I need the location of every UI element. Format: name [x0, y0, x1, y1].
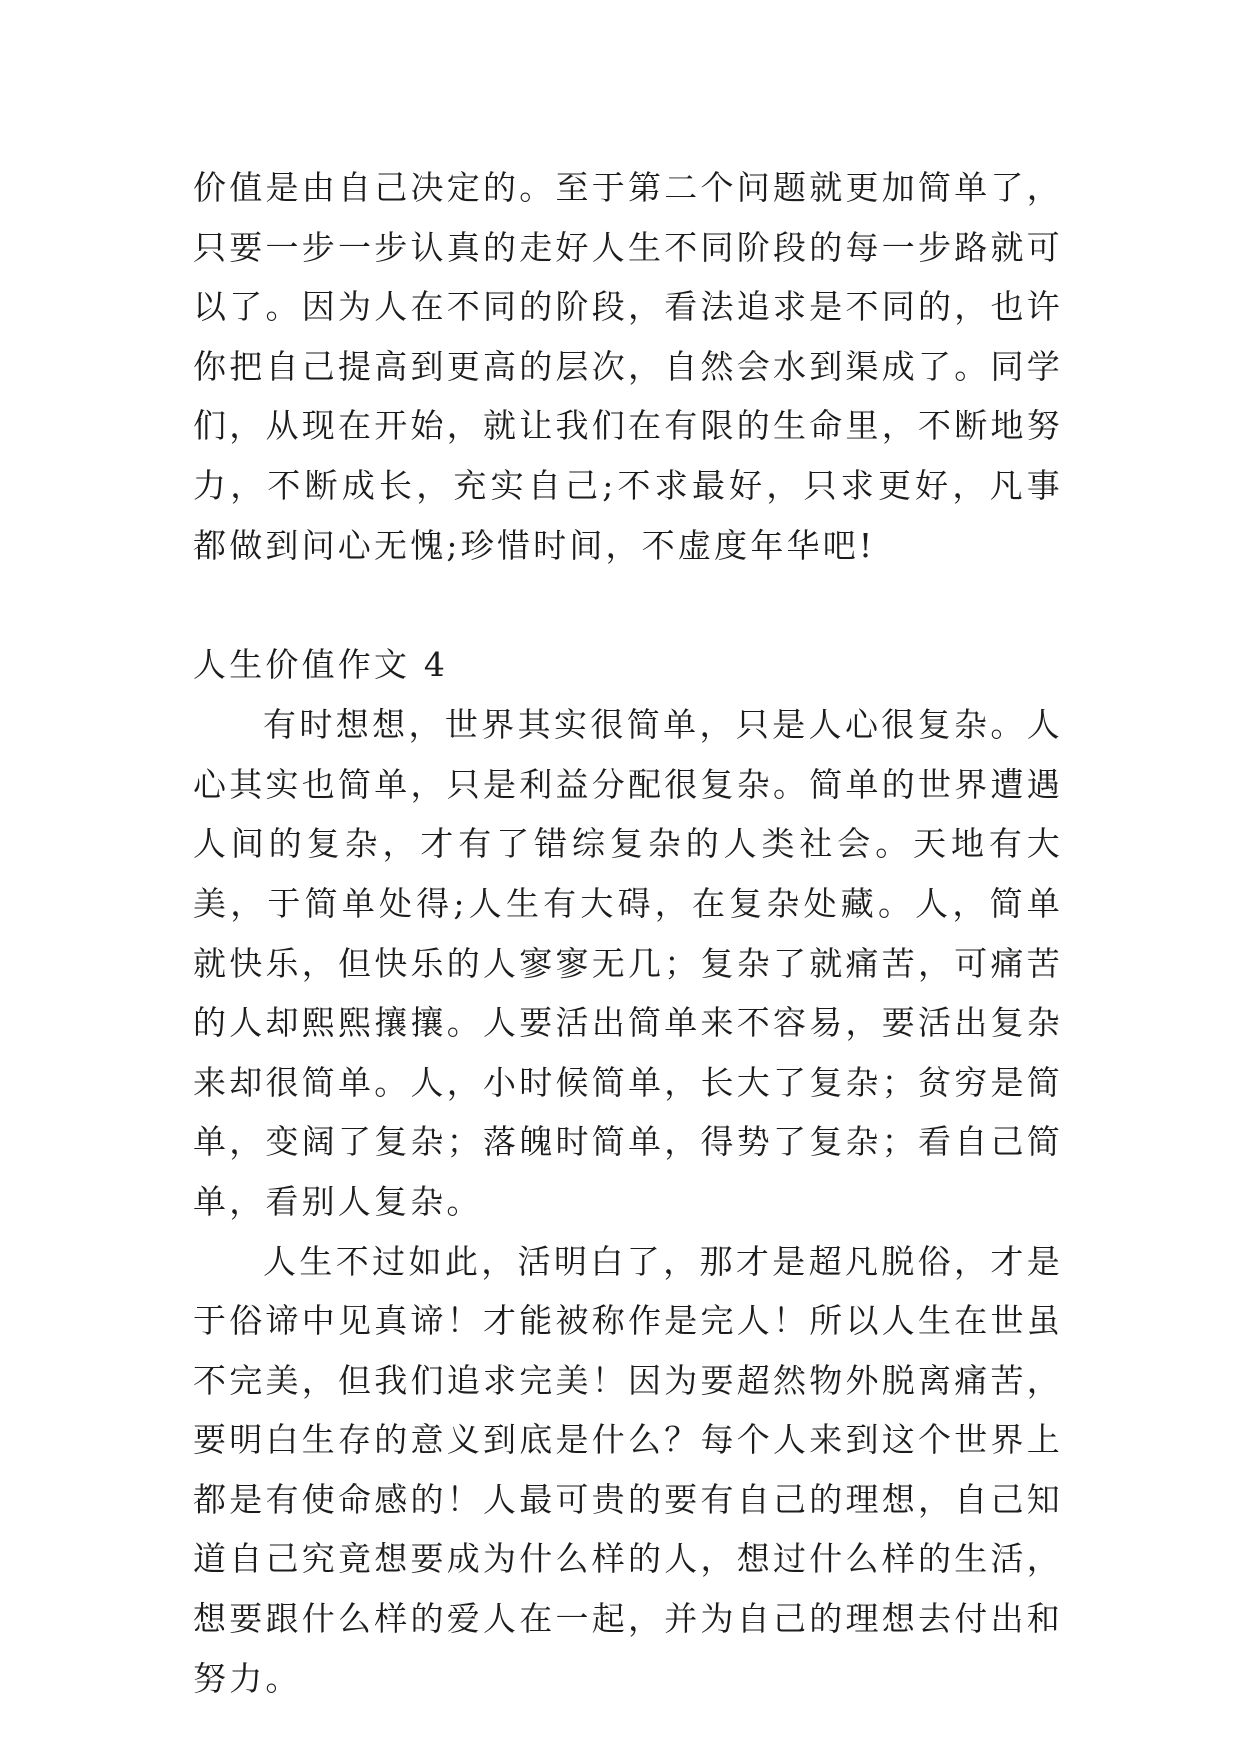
section-title: 人生价值作文 4: [193, 645, 449, 685]
paragraph-1: 有时想想，世界其实很简单，只是人心很复杂。人心其实也简单，只是利益分配很复杂。简单的世界遭遇人间的复杂，才有了错综复杂的人类社会。天地有大美，于简单处得;人生有大碍，在复杂处藏。人，简单就快乐，但快乐的人寥寥无几；复杂了就痛苦，可痛苦的人却熙熙攘攘。人要活出简单来不容易，要活出复杂来却很简单。人，小时候简单，长大了复杂；贫穷是简单，变阔了复杂；落魄时简单，得势了复杂；看自己简单，看别人复杂。: [193, 705, 1063, 1221]
document-body: [193, 158, 1063, 1708]
continuation-paragraph: 价值是由自己决定的。至于第二个问题就更加简单了，只要一步一步认真的走好人生不同阶段的每一步路就可以了。因为人在不同的阶段，看法追求是不同的，也许你把自己提高到更高的层次，自然会水到渠成了。同学们，从现在开始，就让我们在有限的生命里，不断地努力，不断成长，充实自己;不求最好，只求更好，凡事都做到问心无愧;珍惜时间，不虚度年华吧!: [193, 168, 1063, 565]
paragraph-2: 人生不过如此，活明白了，那才是超凡脱俗，才是于俗谛中见真谛！才能被称作是完人！所以人生在世虽不完美，但我们追求完美！因为要超然物外脱离痛苦，要明白生存的意义到底是什么？每个人来到这个世界上都是有使命感的！人最可贵的要有自己的理想，自己知道自己究竟想要成为什么样的人，想过什么样的生活，想要跟什么样的爱人在一起，并为自己的理想去付出和努力。: [193, 1241, 1063, 1698]
